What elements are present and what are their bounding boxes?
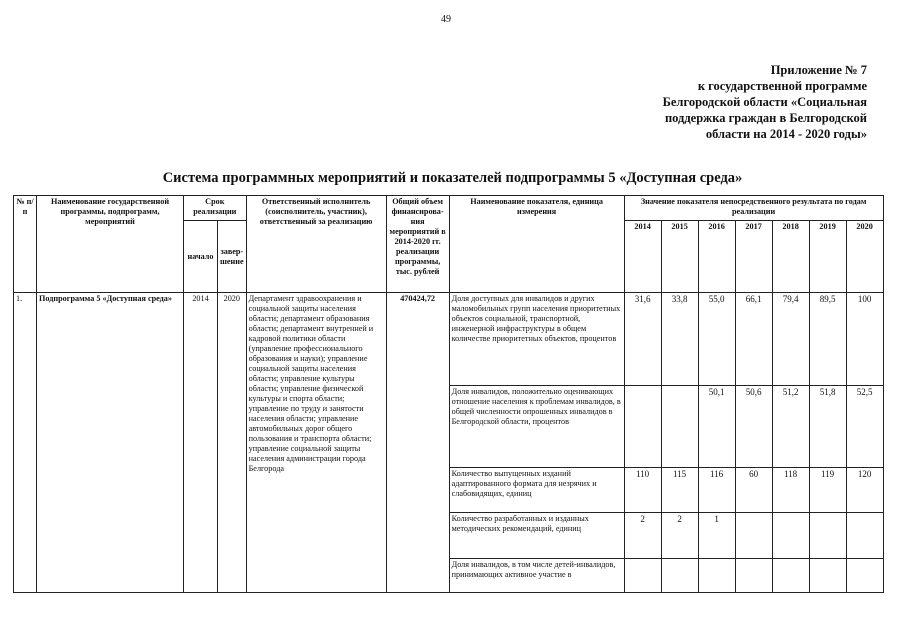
header-start: начало xyxy=(184,221,218,293)
page-number: 49 xyxy=(441,14,451,25)
row-start: 2014 xyxy=(184,293,218,593)
appendix-line: области на 2014 - 2020 годы» xyxy=(705,127,867,141)
appendix-line: Белгородской области «Социальная xyxy=(662,95,867,109)
indicator-value: 52,5 xyxy=(846,386,883,468)
indicator-value xyxy=(661,386,698,468)
indicator-value xyxy=(735,513,772,559)
appendix-line: поддержка граждан в Белгородской xyxy=(664,111,867,125)
indicator-value: 115 xyxy=(661,468,698,513)
row-end: 2020 xyxy=(218,293,247,593)
document-title: Система программных мероприятий и показателей подпрограммы 5 «Доступная среда» xyxy=(162,170,743,186)
header-year: 2018 xyxy=(772,221,809,293)
measures-table xyxy=(13,195,884,593)
row-responsible: Департамент здравоохранения и социальной защиты населения области; департамент образования области; департамент внутренней и кадровой политики области (управление профессионального образования и науки); управление социальной защиты населения области; управление культуры области; управление физической культуры и спорта области; управление по труду и занятости населения области; управление автомобильных дорог общего пользования и транспорта области; управление социальной защиты населения администрации города Белгорода xyxy=(246,293,386,593)
indicator-value: 51,2 xyxy=(772,386,809,468)
indicator-value xyxy=(809,513,846,559)
appendix-line: Приложение № 7 xyxy=(770,63,867,77)
row-num: 1. xyxy=(14,293,37,593)
header-year: 2014 xyxy=(624,221,661,293)
indicator-name: Доля инвалидов, в том числе детей-инвалидов, принимающих активное участие в xyxy=(449,559,624,593)
indicator-value xyxy=(735,559,772,593)
header-num: № п/п xyxy=(14,196,37,293)
indicator-value: 79,4 xyxy=(772,293,809,386)
header-year: 2015 xyxy=(661,221,698,293)
indicator-value: 66,1 xyxy=(735,293,772,386)
indicator-value xyxy=(772,559,809,593)
indicator-value xyxy=(661,559,698,593)
indicator-name: Доля доступных для инвалидов и других маломобильных групп населения приоритетных объектов социальной, транспортной, инженерной инфраструктуры в общем количестве приоритетных объектов, процентов xyxy=(449,293,624,386)
indicator-name: Количество выпущенных изданий адаптированного формата для незрячих и слабовидящих, единиц xyxy=(449,468,624,513)
indicator-value: 33,8 xyxy=(661,293,698,386)
indicator-value: 119 xyxy=(809,468,846,513)
indicator-value: 2 xyxy=(661,513,698,559)
indicator-value xyxy=(772,513,809,559)
indicator-value xyxy=(846,559,883,593)
appendix-line: к государственной программе xyxy=(697,79,867,93)
indicator-value: 100 xyxy=(846,293,883,386)
indicator-value: 2 xyxy=(624,513,661,559)
header-end: завер-шение xyxy=(218,221,247,293)
indicator-value: 110 xyxy=(624,468,661,513)
row-name: Подпрограмма 5 «Доступная среда» xyxy=(37,293,184,593)
indicator-value: 1 xyxy=(698,513,735,559)
row-volume: 470424,72 xyxy=(386,293,449,593)
header-year: 2019 xyxy=(809,221,846,293)
indicator-value xyxy=(698,559,735,593)
indicator-value: 60 xyxy=(735,468,772,513)
header-volume: Общий объем финансирова-ния мероприятий в 2014-2020 гг. реализации программы, тыс. рублей xyxy=(386,196,449,293)
table-row xyxy=(14,293,884,386)
header-name: Наименование государственной программы, подпрограмм, мероприятий xyxy=(37,196,184,293)
indicator-value: 120 xyxy=(846,468,883,513)
indicator-value: 89,5 xyxy=(809,293,846,386)
indicator-value: 50,1 xyxy=(698,386,735,468)
indicator-value: 50,6 xyxy=(735,386,772,468)
header-term: Срок реализации xyxy=(184,196,247,221)
indicator-value: 51,8 xyxy=(809,386,846,468)
indicator-name: Доля инвалидов, положительно оценивающих отношение населения к проблемам инвалидов, в общей численности опрошенных инвалидов в Белгородской области, процентов xyxy=(449,386,624,468)
indicator-value: 118 xyxy=(772,468,809,513)
indicator-value xyxy=(624,386,661,468)
header-year: 2017 xyxy=(735,221,772,293)
indicator-value: 31,6 xyxy=(624,293,661,386)
header-responsible: Ответственный исполнитель (соисполнитель, участник), ответственный за реализацию xyxy=(246,196,386,293)
indicator-value: 116 xyxy=(698,468,735,513)
header-indicator: Наименование показателя, единица измерения xyxy=(449,196,624,293)
indicator-name: Количество разработанных и изданных методических рекомендаций, единиц xyxy=(449,513,624,559)
indicator-value xyxy=(846,513,883,559)
indicator-value xyxy=(624,559,661,593)
appendix-block xyxy=(607,62,867,142)
indicator-value xyxy=(809,559,846,593)
header-year: 2016 xyxy=(698,221,735,293)
header-year: 2020 xyxy=(846,221,883,293)
indicator-value: 55,0 xyxy=(698,293,735,386)
header-values: Значение показателя непосредственного результата по годам реализации xyxy=(624,196,883,221)
